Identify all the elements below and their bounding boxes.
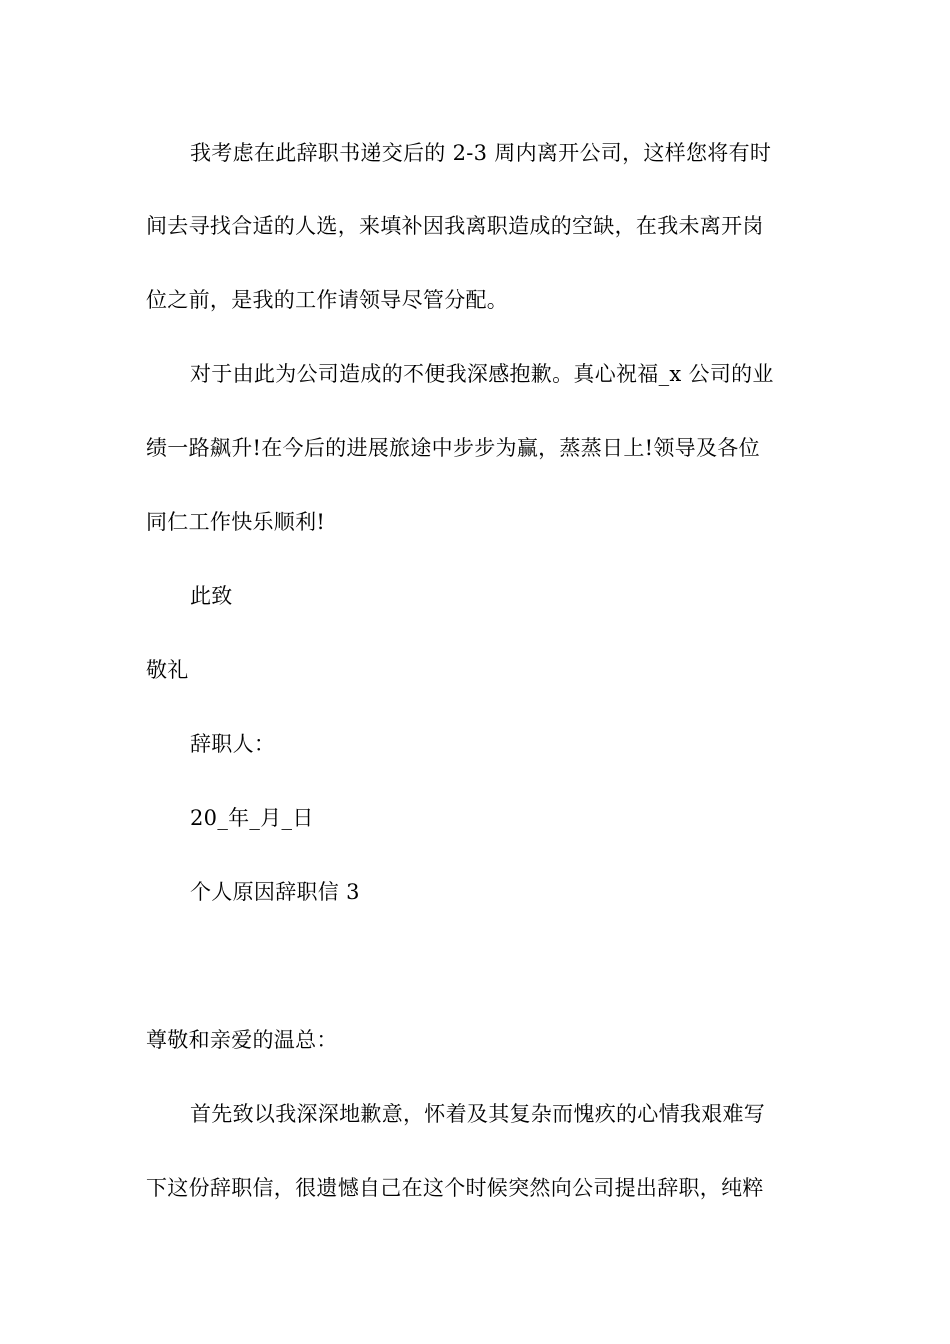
date-line: 20_年_月_日 xyxy=(190,806,314,830)
closing-respect: 敬礼 xyxy=(146,658,189,682)
paragraph-line: 绩一路飙升!在今后的进展旅途中步步为赢，蒸蒸日上!领导及各位 xyxy=(146,436,760,460)
letter-greeting: 尊敬和亲爱的温总： xyxy=(146,1028,338,1052)
closing-salutation: 此致 xyxy=(190,584,233,608)
paragraph-line: 同仁工作快乐顺利! xyxy=(146,510,326,534)
paragraph-line: 位之前，是我的工作请领导尽管分配。 xyxy=(146,288,509,312)
section-heading: 个人原因辞职信 3 xyxy=(190,880,360,904)
paragraph-line: 对于由此为公司造成的不便我深感抱歉。真心祝福_x 公司的业 xyxy=(190,362,774,386)
paragraph-line: 首先致以我深深地歉意，怀着及其复杂而愧疚的心情我艰难写 xyxy=(190,1102,766,1126)
paragraph-line: 下这份辞职信，很遗憾自己在这个时候突然向公司提出辞职，纯粹 xyxy=(146,1176,764,1200)
paragraph-line: 间去寻找合适的人选，来填补因我离职造成的空缺，在我未离开岗 xyxy=(146,214,764,238)
signature-label: 辞职人： xyxy=(190,732,276,756)
paragraph-line: 我考虑在此辞职书递交后的 2-3 周内离开公司，这样您将有时 xyxy=(190,141,772,165)
